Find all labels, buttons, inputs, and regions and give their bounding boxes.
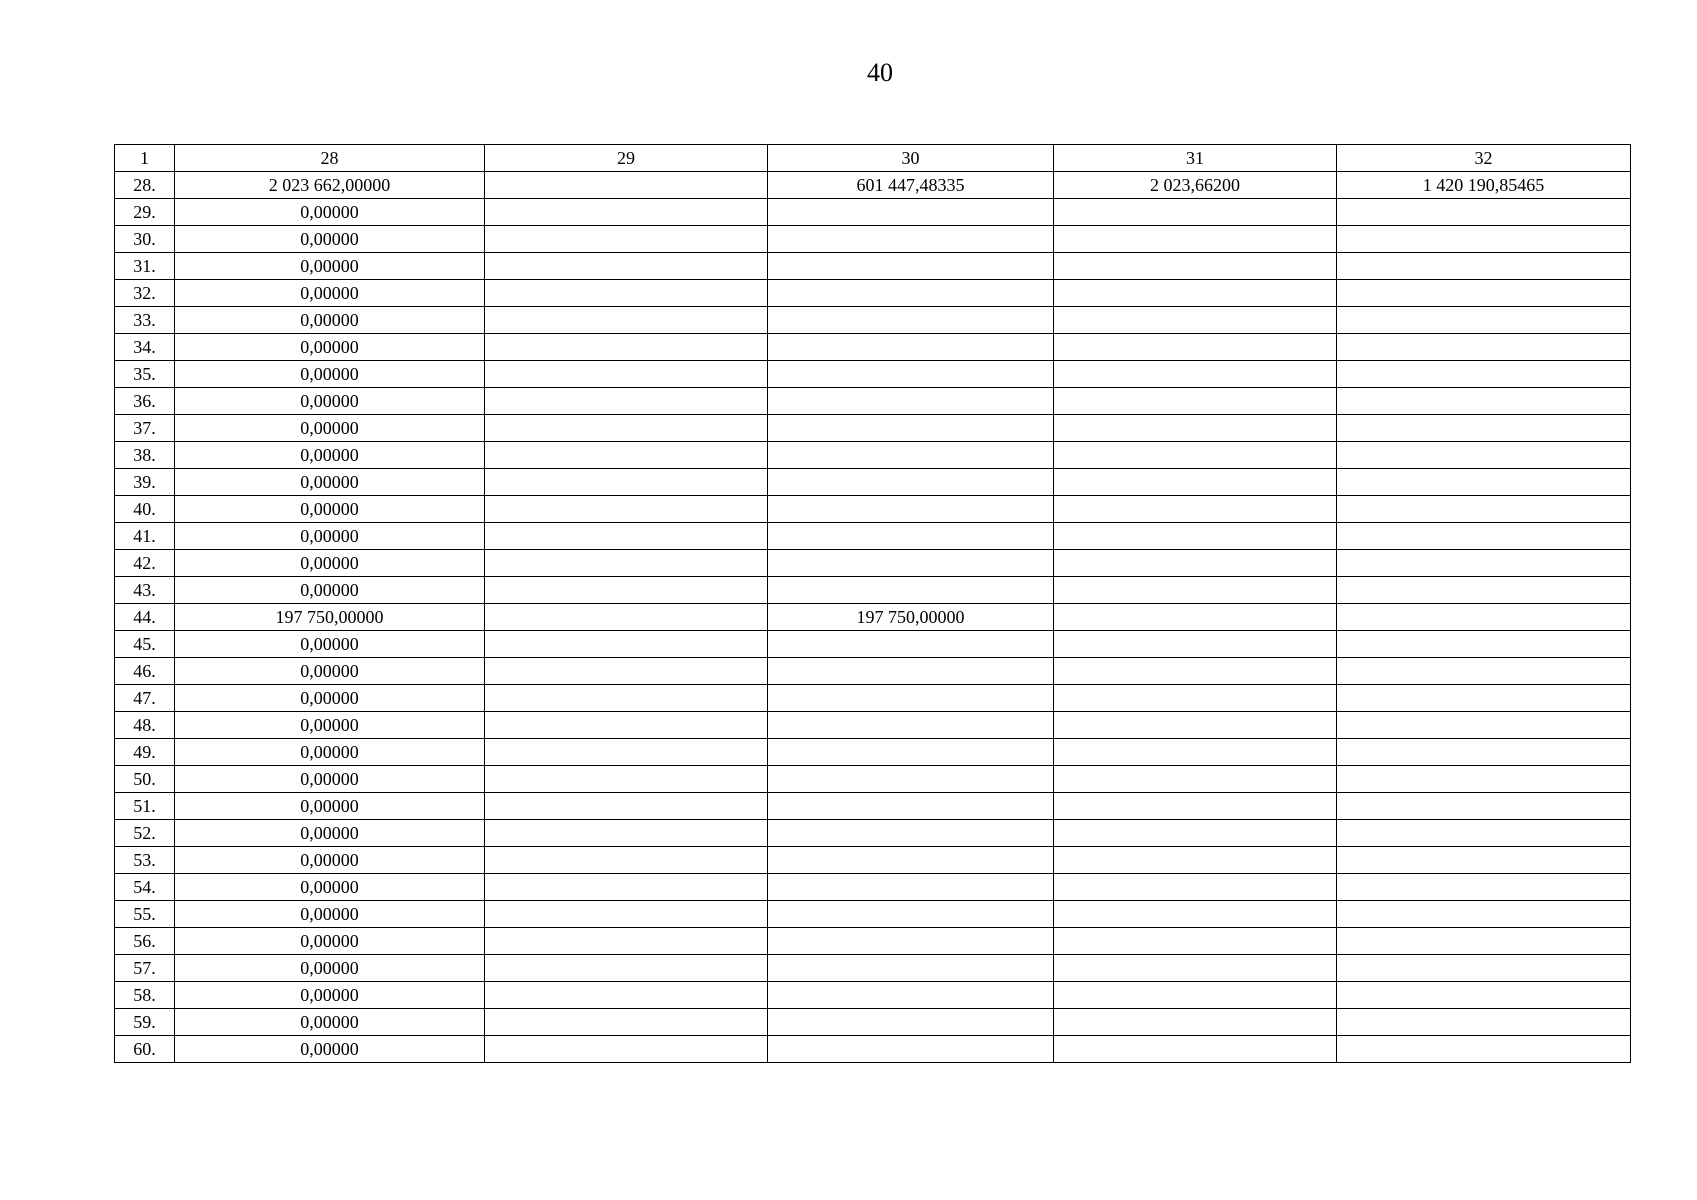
table-cell bbox=[1054, 469, 1337, 496]
table-row bbox=[115, 1009, 1631, 1036]
table-cell bbox=[485, 982, 768, 1009]
table-cell bbox=[485, 712, 768, 739]
table-cell bbox=[1054, 658, 1337, 685]
table-cell bbox=[485, 226, 768, 253]
table-cell bbox=[1337, 766, 1631, 793]
table-cell bbox=[768, 442, 1054, 469]
table-cell bbox=[485, 253, 768, 280]
table-cell bbox=[1337, 631, 1631, 658]
table-cell: 0,00000 bbox=[175, 550, 485, 577]
table-cell bbox=[768, 766, 1054, 793]
header-cell: 31 bbox=[1054, 145, 1337, 172]
table-row bbox=[115, 415, 1631, 442]
table-cell bbox=[485, 442, 768, 469]
table-cell: 0,00000 bbox=[175, 307, 485, 334]
table-cell bbox=[1054, 739, 1337, 766]
table-row bbox=[115, 172, 1631, 199]
table-cell bbox=[1337, 361, 1631, 388]
table-cell bbox=[768, 226, 1054, 253]
table-cell bbox=[1054, 847, 1337, 874]
table-cell bbox=[1054, 982, 1337, 1009]
row-number-cell: 40. bbox=[115, 496, 175, 523]
table-cell bbox=[485, 766, 768, 793]
row-number-cell: 34. bbox=[115, 334, 175, 361]
table-cell: 0,00000 bbox=[175, 820, 485, 847]
table-row bbox=[115, 658, 1631, 685]
table-cell bbox=[768, 388, 1054, 415]
row-number-cell: 52. bbox=[115, 820, 175, 847]
table-cell bbox=[768, 658, 1054, 685]
table-row bbox=[115, 496, 1631, 523]
table-cell bbox=[768, 550, 1054, 577]
table-row bbox=[115, 901, 1631, 928]
table-cell bbox=[1337, 928, 1631, 955]
table-row bbox=[115, 631, 1631, 658]
table-cell: 0,00000 bbox=[175, 928, 485, 955]
table-row bbox=[115, 550, 1631, 577]
table-cell bbox=[768, 307, 1054, 334]
table-cell bbox=[1337, 685, 1631, 712]
table-cell bbox=[485, 469, 768, 496]
row-number-cell: 60. bbox=[115, 1036, 175, 1063]
table-cell: 0,00000 bbox=[175, 199, 485, 226]
table-cell bbox=[768, 793, 1054, 820]
row-number-cell: 45. bbox=[115, 631, 175, 658]
table-cell: 0,00000 bbox=[175, 388, 485, 415]
table-cell bbox=[485, 307, 768, 334]
table-row bbox=[115, 334, 1631, 361]
row-number-cell: 57. bbox=[115, 955, 175, 982]
table-cell: 2 023 662,00000 bbox=[175, 172, 485, 199]
table-cell: 0,00000 bbox=[175, 226, 485, 253]
table-cell bbox=[768, 1009, 1054, 1036]
table-cell: 0,00000 bbox=[175, 658, 485, 685]
table-cell: 0,00000 bbox=[175, 253, 485, 280]
table-row bbox=[115, 712, 1631, 739]
table-cell bbox=[485, 1009, 768, 1036]
table-cell: 0,00000 bbox=[175, 793, 485, 820]
header-row bbox=[115, 145, 1631, 172]
table-cell: 0,00000 bbox=[175, 523, 485, 550]
table-body bbox=[115, 145, 1631, 1063]
table-cell bbox=[1054, 1009, 1337, 1036]
table-cell bbox=[485, 928, 768, 955]
row-number-cell: 43. bbox=[115, 577, 175, 604]
table-cell bbox=[768, 496, 1054, 523]
table-cell bbox=[485, 523, 768, 550]
table-cell: 0,00000 bbox=[175, 847, 485, 874]
table-cell: 0,00000 bbox=[175, 415, 485, 442]
table-cell: 0,00000 bbox=[175, 1009, 485, 1036]
table-row bbox=[115, 388, 1631, 415]
table-cell bbox=[1337, 658, 1631, 685]
table-cell bbox=[485, 496, 768, 523]
table-cell bbox=[768, 901, 1054, 928]
table-cell bbox=[1337, 334, 1631, 361]
table-cell bbox=[1054, 334, 1337, 361]
table-cell bbox=[485, 280, 768, 307]
table-row bbox=[115, 793, 1631, 820]
table-cell bbox=[1337, 415, 1631, 442]
table-cell bbox=[1054, 496, 1337, 523]
table-cell bbox=[485, 793, 768, 820]
table-cell: 0,00000 bbox=[175, 982, 485, 1009]
table-cell: 0,00000 bbox=[175, 280, 485, 307]
table-cell bbox=[485, 901, 768, 928]
table-row bbox=[115, 523, 1631, 550]
table-cell bbox=[768, 469, 1054, 496]
row-number-cell: 51. bbox=[115, 793, 175, 820]
table-cell bbox=[485, 685, 768, 712]
table-cell: 0,00000 bbox=[175, 766, 485, 793]
row-number-cell: 59. bbox=[115, 1009, 175, 1036]
table-cell bbox=[485, 415, 768, 442]
table-cell bbox=[1337, 226, 1631, 253]
table-cell: 601 447,48335 bbox=[768, 172, 1054, 199]
table-cell: 197 750,00000 bbox=[175, 604, 485, 631]
table-cell bbox=[768, 982, 1054, 1009]
table-row bbox=[115, 307, 1631, 334]
table-row bbox=[115, 442, 1631, 469]
table-cell bbox=[1337, 388, 1631, 415]
table-cell: 0,00000 bbox=[175, 442, 485, 469]
table-cell: 0,00000 bbox=[175, 469, 485, 496]
table-cell bbox=[485, 388, 768, 415]
table-cell bbox=[1054, 550, 1337, 577]
table-row bbox=[115, 955, 1631, 982]
table-cell: 0,00000 bbox=[175, 739, 485, 766]
table-cell bbox=[1337, 253, 1631, 280]
table-cell bbox=[485, 820, 768, 847]
table-cell bbox=[485, 199, 768, 226]
table-cell bbox=[1054, 361, 1337, 388]
header-cell: 1 bbox=[115, 145, 175, 172]
table-row bbox=[115, 280, 1631, 307]
table-cell bbox=[1054, 874, 1337, 901]
table-cell bbox=[1337, 820, 1631, 847]
row-number-cell: 47. bbox=[115, 685, 175, 712]
table-cell bbox=[1337, 793, 1631, 820]
table-cell bbox=[1054, 415, 1337, 442]
row-number-cell: 39. bbox=[115, 469, 175, 496]
row-number-cell: 53. bbox=[115, 847, 175, 874]
table-cell bbox=[768, 334, 1054, 361]
header-cell: 30 bbox=[768, 145, 1054, 172]
table-row bbox=[115, 820, 1631, 847]
table-cell: 0,00000 bbox=[175, 955, 485, 982]
table-cell: 1 420 190,85465 bbox=[1337, 172, 1631, 199]
row-number-cell: 32. bbox=[115, 280, 175, 307]
table-cell bbox=[1054, 901, 1337, 928]
table-row bbox=[115, 469, 1631, 496]
table-cell bbox=[1054, 199, 1337, 226]
table-cell bbox=[1337, 550, 1631, 577]
row-number-cell: 30. bbox=[115, 226, 175, 253]
table-row bbox=[115, 874, 1631, 901]
table-cell bbox=[768, 874, 1054, 901]
table-cell bbox=[485, 658, 768, 685]
table-cell bbox=[1054, 604, 1337, 631]
table-cell bbox=[768, 631, 1054, 658]
row-number-cell: 58. bbox=[115, 982, 175, 1009]
row-number-cell: 33. bbox=[115, 307, 175, 334]
table-cell bbox=[1054, 928, 1337, 955]
table-cell bbox=[1054, 226, 1337, 253]
table-cell bbox=[768, 820, 1054, 847]
row-number-cell: 31. bbox=[115, 253, 175, 280]
table-cell bbox=[485, 1036, 768, 1063]
table-cell bbox=[1337, 874, 1631, 901]
table-cell bbox=[1054, 685, 1337, 712]
table-cell bbox=[1337, 955, 1631, 982]
table-cell bbox=[768, 1036, 1054, 1063]
table-cell bbox=[485, 874, 768, 901]
table-cell bbox=[485, 955, 768, 982]
table-cell bbox=[1054, 631, 1337, 658]
table-cell: 0,00000 bbox=[175, 1036, 485, 1063]
data-table bbox=[114, 144, 1631, 1063]
table-cell bbox=[1337, 523, 1631, 550]
table-cell bbox=[1054, 766, 1337, 793]
table-cell bbox=[768, 523, 1054, 550]
table-cell bbox=[1054, 577, 1337, 604]
row-number-cell: 48. bbox=[115, 712, 175, 739]
row-number-cell: 44. bbox=[115, 604, 175, 631]
table-cell: 0,00000 bbox=[175, 901, 485, 928]
table-cell: 0,00000 bbox=[175, 712, 485, 739]
table-cell bbox=[485, 577, 768, 604]
table-cell bbox=[1337, 307, 1631, 334]
table-cell: 2 023,66200 bbox=[1054, 172, 1337, 199]
table-cell bbox=[768, 199, 1054, 226]
table-row bbox=[115, 253, 1631, 280]
table-cell bbox=[1054, 820, 1337, 847]
table-cell bbox=[768, 928, 1054, 955]
table-cell bbox=[1054, 280, 1337, 307]
table-cell bbox=[1337, 604, 1631, 631]
table-cell bbox=[768, 415, 1054, 442]
table-cell bbox=[1054, 253, 1337, 280]
row-number-cell: 28. bbox=[115, 172, 175, 199]
table-cell bbox=[1337, 1036, 1631, 1063]
table-cell bbox=[768, 847, 1054, 874]
table-row bbox=[115, 577, 1631, 604]
table-row bbox=[115, 739, 1631, 766]
table-row bbox=[115, 982, 1631, 1009]
table-cell bbox=[768, 577, 1054, 604]
table-cell bbox=[1337, 199, 1631, 226]
row-number-cell: 46. bbox=[115, 658, 175, 685]
row-number-cell: 35. bbox=[115, 361, 175, 388]
table-cell bbox=[1337, 280, 1631, 307]
table-cell bbox=[485, 550, 768, 577]
table-cell bbox=[1054, 793, 1337, 820]
table-cell: 0,00000 bbox=[175, 361, 485, 388]
table-cell bbox=[485, 172, 768, 199]
table-cell bbox=[768, 685, 1054, 712]
table-cell bbox=[768, 280, 1054, 307]
table-cell bbox=[485, 361, 768, 388]
table-row bbox=[115, 928, 1631, 955]
table-cell bbox=[485, 847, 768, 874]
row-number-cell: 29. bbox=[115, 199, 175, 226]
header-cell: 28 bbox=[175, 145, 485, 172]
table-cell: 0,00000 bbox=[175, 577, 485, 604]
table-cell bbox=[1054, 1036, 1337, 1063]
table-cell: 0,00000 bbox=[175, 874, 485, 901]
table-cell bbox=[1054, 712, 1337, 739]
table-cell bbox=[768, 361, 1054, 388]
table-cell bbox=[768, 955, 1054, 982]
table-cell bbox=[1054, 307, 1337, 334]
table-row bbox=[115, 226, 1631, 253]
row-number-cell: 56. bbox=[115, 928, 175, 955]
table-row bbox=[115, 1036, 1631, 1063]
table-cell bbox=[485, 604, 768, 631]
table-cell: 0,00000 bbox=[175, 496, 485, 523]
table-cell bbox=[1337, 469, 1631, 496]
table-cell bbox=[768, 739, 1054, 766]
table-cell bbox=[1337, 496, 1631, 523]
row-number-cell: 38. bbox=[115, 442, 175, 469]
table-cell bbox=[1337, 442, 1631, 469]
row-number-cell: 49. bbox=[115, 739, 175, 766]
table-cell: 0,00000 bbox=[175, 334, 485, 361]
page-number: 40 bbox=[867, 58, 893, 87]
table-cell bbox=[1337, 712, 1631, 739]
header-cell: 29 bbox=[485, 145, 768, 172]
table-cell bbox=[485, 739, 768, 766]
table-cell bbox=[485, 334, 768, 361]
row-number-cell: 50. bbox=[115, 766, 175, 793]
table-cell: 0,00000 bbox=[175, 631, 485, 658]
row-number-cell: 54. bbox=[115, 874, 175, 901]
table-cell bbox=[768, 253, 1054, 280]
table-cell bbox=[768, 712, 1054, 739]
table-cell bbox=[485, 631, 768, 658]
row-number-cell: 42. bbox=[115, 550, 175, 577]
table-row bbox=[115, 847, 1631, 874]
table-cell bbox=[1337, 739, 1631, 766]
table-row bbox=[115, 604, 1631, 631]
table-row bbox=[115, 685, 1631, 712]
table-row bbox=[115, 766, 1631, 793]
table-cell bbox=[1337, 577, 1631, 604]
table-row bbox=[115, 199, 1631, 226]
table-cell bbox=[1337, 982, 1631, 1009]
table-row bbox=[115, 361, 1631, 388]
row-number-cell: 37. bbox=[115, 415, 175, 442]
table-cell bbox=[1054, 388, 1337, 415]
table-cell: 0,00000 bbox=[175, 685, 485, 712]
row-number-cell: 41. bbox=[115, 523, 175, 550]
row-number-cell: 55. bbox=[115, 901, 175, 928]
table-cell bbox=[1054, 442, 1337, 469]
table-cell bbox=[1337, 1009, 1631, 1036]
header-cell: 32 bbox=[1337, 145, 1631, 172]
row-number-cell: 36. bbox=[115, 388, 175, 415]
table-cell bbox=[1337, 847, 1631, 874]
table-cell bbox=[1337, 901, 1631, 928]
table-cell: 197 750,00000 bbox=[768, 604, 1054, 631]
table-cell bbox=[1054, 955, 1337, 982]
table-cell bbox=[1054, 523, 1337, 550]
